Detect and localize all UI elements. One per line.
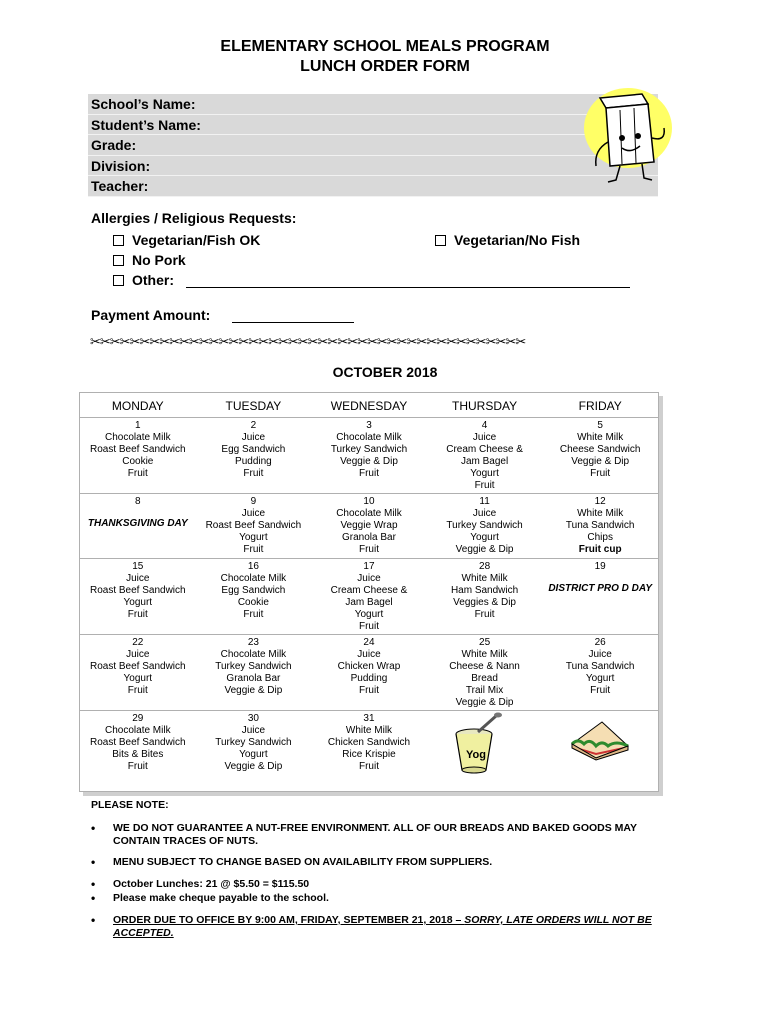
day-number: 5 <box>597 420 603 431</box>
calendar-day-cell <box>311 635 427 710</box>
menu-item: Chicken Wrap <box>337 661 401 672</box>
menu-item: Veggie & Dip <box>455 544 514 555</box>
menu-item: Juice <box>126 649 150 660</box>
menu-item: Veggies & Dip <box>453 597 516 608</box>
menu-item: Cream Cheese & <box>330 585 408 596</box>
menu-item: Fruit <box>358 544 379 555</box>
day-header-wednesday: WEDNESDAY <box>330 399 408 413</box>
menu-item: Trail Mix <box>465 685 504 696</box>
day-number: 26 <box>594 637 606 648</box>
no-pork-checkbox[interactable] <box>113 252 186 268</box>
menu-item: Fruit <box>127 609 148 620</box>
menu-item: Cookie <box>122 456 154 467</box>
menu-item: White Milk <box>577 432 624 443</box>
vegetarian-fish-ok-checkbox[interactable] <box>113 232 260 248</box>
calendar-day-cell <box>542 418 658 493</box>
menu-item: Fruit <box>127 468 148 479</box>
menu-item: Yogurt <box>470 468 499 479</box>
calendar-day-cell <box>311 711 427 791</box>
late-orders-warning: SORRY, LATE ORDERS WILL NOT BE ACCEPTED. <box>113 914 652 939</box>
day-note: DISTRICT PRO D DAY <box>548 583 653 594</box>
menu-item: Fruit <box>243 609 264 620</box>
calendar-header <box>80 393 658 418</box>
menu-item: Roast Beef Sandwich <box>205 520 302 531</box>
checkbox-box[interactable] <box>113 275 124 286</box>
menu-item: Juice <box>241 508 266 519</box>
menu-item: Veggie & Dip <box>224 685 283 696</box>
calendar-week-row <box>80 494 658 559</box>
scissors-cut-line: ✂✂✂✂✂✂✂✂✂✂✂✂✂✂✂✂✂✂✂✂✂✂✂✂✂✂✂✂✂✂✂✂✂✂✂✂✂✂✂✂✂✂✂✂ <box>90 334 526 349</box>
calendar-day-cell <box>80 418 196 493</box>
calendar-day-cell <box>196 711 312 791</box>
please-note-section <box>91 799 671 939</box>
checkbox-label: No Pork <box>132 252 186 268</box>
menu-item: Tuna Sandwich <box>565 520 635 531</box>
menu-item: Chocolate Milk <box>105 725 171 736</box>
menu-item: Egg Sandwich <box>221 585 286 596</box>
day-number: 22 <box>132 637 144 648</box>
menu-item: Juice <box>126 573 150 584</box>
menu-item: Yogurt <box>123 673 153 684</box>
calendar-week-row <box>80 635 658 711</box>
menu-item: Ham Sandwich <box>450 585 519 596</box>
teacher-field[interactable]: Teacher: <box>88 176 658 197</box>
other-input-line[interactable] <box>186 287 630 288</box>
order-due-text: ORDER DUE TO OFFICE BY 9:00 AM, FRIDAY, SEPTEMBER 21, 2018 – <box>113 914 465 926</box>
day-number: 4 <box>481 420 488 431</box>
note-order-due <box>91 914 671 940</box>
calendar-day-cell <box>311 559 427 634</box>
calendar-day-cell <box>196 494 312 558</box>
menu-item: Cream Cheese & <box>446 444 523 455</box>
calendar-day-cell <box>427 635 543 710</box>
day-number: 11 <box>479 496 490 507</box>
checkbox-label: Vegetarian/Fish OK <box>132 232 261 248</box>
checkbox-box[interactable] <box>113 255 124 266</box>
menu-item: Egg Sandwich <box>221 444 286 455</box>
menu-item: Juice <box>472 508 497 519</box>
calendar-day-cell <box>311 494 427 558</box>
menu-item: Yogurt <box>239 749 268 760</box>
day-header-tuesday: TUESDAY <box>225 399 282 413</box>
menu-item: Bits & Bites <box>112 749 164 760</box>
other-checkbox[interactable] <box>113 272 174 288</box>
menu-item: Juice <box>472 432 497 443</box>
please-note-heading: PLEASE NOTE: <box>91 799 169 811</box>
menu-item: Veggie & Dip <box>224 761 283 772</box>
menu-item: Veggie Wrap <box>340 520 398 531</box>
calendar-day-cell <box>542 494 658 558</box>
calendar-day-cell <box>196 635 312 710</box>
menu-item: Chocolate Milk <box>336 508 402 519</box>
checkbox-box[interactable] <box>113 235 124 246</box>
checkbox-box[interactable] <box>435 235 446 246</box>
calendar-day-cell <box>196 559 312 634</box>
day-number: 15 <box>132 561 144 572</box>
menu-item: Jam Bagel <box>345 597 393 608</box>
calendar-month-title: OCTOBER 2018 <box>332 364 438 380</box>
paper-bag-mascot <box>570 80 680 190</box>
menu-item: Yogurt <box>585 673 615 684</box>
menu-item: Fruit <box>474 480 495 491</box>
menu-item: Veggie & Dip <box>455 697 514 708</box>
allergies-heading: Allergies / Religious Requests: <box>91 210 297 226</box>
day-number: 29 <box>132 713 144 724</box>
calendar-day-cell <box>311 418 427 493</box>
calendar-week-row <box>80 418 658 494</box>
menu-item: White Milk <box>345 725 393 736</box>
student-name-field[interactable]: Student’s Name: <box>88 115 658 136</box>
menu-item: White Milk <box>577 508 624 519</box>
calendar-day-cell <box>80 635 196 710</box>
menu-item: Yogurt <box>470 532 499 543</box>
menu-item: Bread <box>471 673 498 684</box>
menu-item: Roast Beef Sandwich <box>89 585 186 596</box>
day-number: 17 <box>363 561 375 572</box>
menu-item: Turkey Sandwich <box>330 444 408 455</box>
calendar-day-cell <box>80 559 196 634</box>
menu-item: Fruit <box>243 544 264 555</box>
school-name-field[interactable]: School’s Name: <box>88 94 658 115</box>
payment-amount-label: Payment Amount: <box>91 307 211 323</box>
menu-item: Chocolate Milk <box>220 573 287 584</box>
menu-item: Roast Beef Sandwich <box>89 444 186 455</box>
menu-item: Roast Beef Sandwich <box>89 737 186 748</box>
menu-item: Fruit <box>127 761 148 772</box>
menu-item: Juice <box>357 649 381 660</box>
menu-item: Fruit <box>358 468 379 479</box>
menu-item: Granola Bar <box>226 673 281 684</box>
day-note: THANKSGIVING DAY <box>87 518 188 529</box>
calendar-day-cell <box>80 494 196 558</box>
day-header-thursday: THURSDAY <box>452 399 518 413</box>
menu-item: Turkey Sandwich <box>215 661 292 672</box>
day-number: 23 <box>247 637 259 648</box>
day-number: 12 <box>594 496 606 507</box>
day-number: 3 <box>366 420 372 431</box>
menu-item: Turkey Sandwich <box>446 520 523 531</box>
menu-item: Fruit <box>590 685 611 696</box>
payment-amount-input[interactable] <box>232 322 354 323</box>
calendar-week-row <box>80 559 658 635</box>
day-number: 16 <box>247 561 259 572</box>
yogurt-cup-image <box>452 712 504 774</box>
menu-item: Cookie <box>237 597 269 608</box>
menu-item: Cheese & Nann <box>449 661 520 672</box>
menu-item: White Milk <box>461 573 508 584</box>
menu-item: White Milk <box>461 649 508 660</box>
day-number: 19 <box>594 561 606 572</box>
menu-item-bold: Fruit cup <box>578 544 622 555</box>
calendar-day-cell <box>542 559 658 634</box>
day-number: 2 <box>250 420 257 431</box>
menu-item: Yogurt <box>354 609 384 620</box>
menu-item: Chocolate Milk <box>220 649 287 660</box>
vegetarian-no-fish-checkbox[interactable] <box>435 232 580 248</box>
menu-item: Cheese Sandwich <box>559 444 641 455</box>
note-cheque-payable: • Please make cheque payable to the school. <box>91 892 671 905</box>
day-number: 25 <box>479 637 491 648</box>
menu-item: Fruit <box>358 685 379 696</box>
day-number: 8 <box>135 496 141 507</box>
menu-item: Chocolate Milk <box>336 432 402 443</box>
menu-item: Jam Bagel <box>460 456 509 467</box>
menu-item: Juice <box>357 573 381 584</box>
menu-item: Rice Krispie <box>342 749 396 760</box>
menu-item: Fruit <box>590 468 611 479</box>
calendar-day-cell <box>427 559 543 634</box>
day-number: 30 <box>247 713 259 724</box>
form-subtitle: LUNCH ORDER FORM <box>300 58 470 75</box>
note-october-lunches: • October Lunches: 21 @ $5.50 = $115.50 <box>91 878 671 891</box>
calendar-day-cell <box>542 635 658 710</box>
menu-item: Chips <box>587 532 613 543</box>
menu-item: Fruit <box>243 468 264 479</box>
form-title: ELEMENTARY SCHOOL MEALS PROGRAM <box>220 38 550 55</box>
menu-item: Pudding <box>235 456 272 467</box>
day-number: 10 <box>363 496 375 507</box>
calendar-day-cell <box>196 418 312 493</box>
calendar-day-cell <box>427 418 543 493</box>
menu-item: Yogurt <box>123 597 153 608</box>
checkbox-label: Vegetarian/No Fish <box>454 232 581 248</box>
note-menu-change: • MENU SUBJECT TO CHANGE BASED ON AVAILABILITY FROM SUPPLIERS. <box>91 856 671 869</box>
menu-item: Juice <box>241 432 266 443</box>
sandwich-image <box>566 716 632 762</box>
day-number: 1 <box>135 420 141 431</box>
menu-item: Juice <box>588 649 612 660</box>
menu-item: Chicken Sandwich <box>327 737 411 748</box>
note-nut-free: • WE DO NOT GUARANTEE A NUT-FREE ENVIRONMENT. ALL OF OUR BREADS AND BAKED GOODS MAY CONTAIN TRACES OF NUTS. <box>91 822 671 848</box>
day-number: 24 <box>363 637 375 648</box>
checkbox-label: Other: <box>132 272 174 288</box>
day-number: 31 <box>363 713 375 724</box>
day-number: 28 <box>479 561 491 572</box>
menu-item: Fruit <box>474 609 495 620</box>
menu-item: Tuna Sandwich <box>565 661 635 672</box>
grade-field[interactable]: Grade: <box>88 135 658 156</box>
menu-item: Turkey Sandwich <box>215 737 292 748</box>
menu-item: Fruit <box>358 621 379 632</box>
menu-item: Chocolate Milk <box>105 432 171 443</box>
day-header-monday: MONDAY <box>111 399 164 413</box>
menu-item: Pudding <box>350 673 388 684</box>
yogurt-label: Yog <box>466 749 486 761</box>
menu-item: Veggie & Dip <box>340 456 398 467</box>
menu-item: Granola Bar <box>342 532 396 543</box>
menu-item: Fruit <box>358 761 379 772</box>
menu-item: Roast Beef Sandwich <box>89 661 186 672</box>
calendar-day-cell <box>80 711 196 791</box>
day-number: 9 <box>250 496 257 507</box>
day-header-friday: FRIDAY <box>578 399 622 413</box>
menu-item: Fruit <box>127 685 148 696</box>
menu-item: Veggie & Dip <box>571 456 630 467</box>
division-field[interactable]: Division: <box>88 156 658 177</box>
menu-item: Juice <box>241 725 266 736</box>
menu-item: Yogurt <box>239 532 268 543</box>
calendar-day-cell <box>427 494 543 558</box>
